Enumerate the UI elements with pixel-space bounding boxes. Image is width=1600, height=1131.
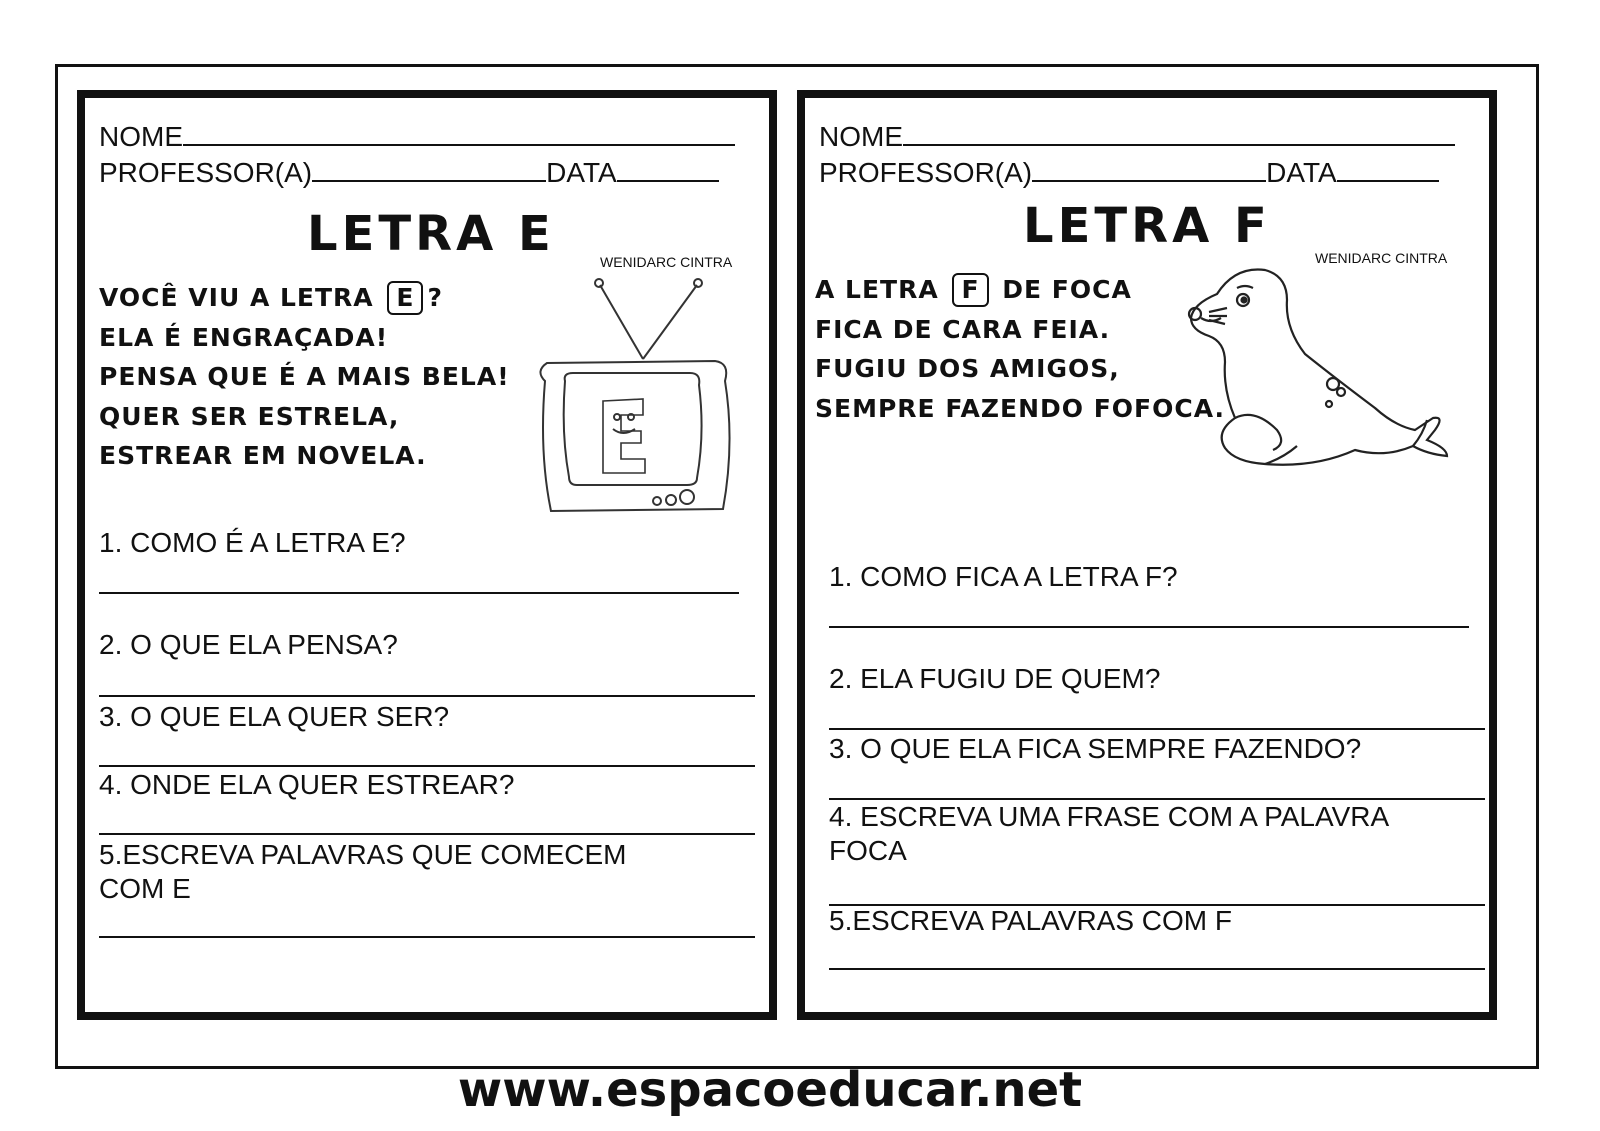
answer-line-1[interactable] — [829, 626, 1469, 628]
seal-icon — [1165, 258, 1455, 478]
poem-line-2: FICA DE CARA FEIA. — [815, 314, 1111, 344]
answer-line-3[interactable] — [99, 765, 755, 767]
name-label: NOME — [819, 121, 903, 152]
name-input-line[interactable] — [183, 120, 735, 146]
poem-line-4: SEMPRE FAZENDO FOFOCA. — [815, 393, 1226, 423]
page-title: LETRA E — [307, 206, 555, 262]
worksheet-card-letra-e — [77, 90, 777, 1020]
date-label: DATA — [1266, 157, 1337, 188]
poem — [99, 278, 510, 476]
question-3: 3. O QUE ELA QUER SER? — [99, 701, 450, 732]
name-input-line[interactable] — [903, 120, 1455, 146]
poem-line-1: A LETRA F DE FOCA — [815, 270, 1225, 310]
poem — [815, 270, 1225, 428]
poem-line-4: QUER SER ESTRELA, — [99, 401, 400, 431]
answer-line-2[interactable] — [829, 728, 1485, 730]
question-5: 5.ESCREVA PALAVRAS QUE COMECEM COM E — [99, 839, 627, 904]
poem-line-5: ESTREAR EM NOVELA. — [99, 441, 427, 470]
website-url: www.espacoeducar.net — [457, 1062, 1083, 1118]
question-4: 4. ONDE ELA QUER ESTREAR? — [99, 769, 515, 800]
teacher-date-field — [99, 156, 719, 189]
poem-line-1: VOCÊ VIU A LETRA E ? — [99, 278, 510, 318]
answer-line-2[interactable] — [99, 695, 755, 697]
answer-line-5[interactable] — [99, 936, 755, 938]
question-1: 1. COMO É A LETRA E? — [99, 527, 406, 558]
question-3: 3. O QUE ELA FICA SEMPRE FAZENDO? — [829, 733, 1362, 764]
question-2: 2. ELA FUGIU DE QUEM? — [829, 663, 1161, 694]
answer-line-4[interactable] — [99, 833, 755, 835]
worksheet-card-letra-f — [797, 90, 1497, 1020]
question-5: 5.ESCREVA PALAVRAS COM F — [829, 905, 1233, 936]
teacher-label: PROFESSOR(A) — [99, 157, 313, 188]
teacher-label: PROFESSOR(A) — [819, 157, 1033, 188]
page-title: LETRA F — [1023, 198, 1271, 254]
poem-line-3: FUGIU DOS AMIGOS, — [815, 354, 1120, 383]
teacher-input-line[interactable] — [1032, 156, 1266, 182]
illustration-credit: WENIDARC CINTRA — [1315, 250, 1448, 266]
date-input-line[interactable] — [1337, 156, 1439, 182]
name-label: NOME — [99, 121, 183, 152]
boxed-letter: E — [387, 281, 423, 315]
poem-line-3: PENSA QUE É A MAIS BELA! — [99, 362, 510, 391]
boxed-letter: F — [952, 273, 988, 307]
tv-with-letter-e-icon — [525, 273, 755, 523]
answer-line-5[interactable] — [829, 968, 1485, 970]
question-4: 4. ESCREVA UMA FRASE COM A PALAVRA FOCA — [829, 801, 1388, 866]
name-field — [99, 120, 735, 153]
question-2: 2. O QUE ELA PENSA? — [99, 629, 398, 660]
name-field — [819, 120, 1455, 153]
teacher-input-line[interactable] — [312, 156, 546, 182]
illustration-credit: WENIDARC CINTRA — [600, 254, 733, 270]
date-input-line[interactable] — [617, 156, 719, 182]
question-1: 1. COMO FICA A LETRA F? — [829, 561, 1178, 592]
teacher-date-field — [819, 156, 1439, 189]
date-label: DATA — [546, 157, 617, 188]
answer-line-1[interactable] — [99, 592, 739, 594]
poem-line-2: ELA É ENGRAÇADA! — [99, 322, 389, 352]
